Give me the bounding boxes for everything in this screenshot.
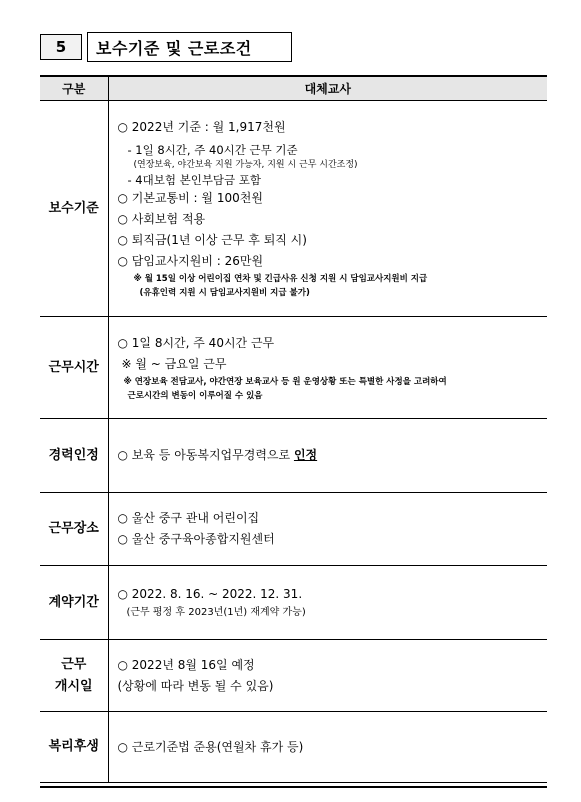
career-content: [108, 419, 547, 493]
career-row: [40, 419, 547, 493]
section-title: 보수기준 및 근로조건: [87, 32, 292, 62]
place-label: 근무장소: [40, 493, 108, 566]
career-line: [118, 445, 548, 466]
period-content: [108, 566, 547, 640]
salary-line-4: - 4대보험 본인부담금 포함: [127, 173, 262, 187]
hours-label: 근무시간: [40, 317, 108, 419]
salary-note-2: (유휴인력 지원 시 담임교사지원비 지급 불가): [139, 288, 310, 298]
salary-label: 보수기준: [40, 101, 108, 317]
career-emphasis: 인정: [293, 448, 318, 462]
start-label-line-2: 개시일: [54, 678, 93, 694]
hours-line-2: ※ 월 ~ 금요일 근무: [121, 356, 227, 371]
conditions-table: [40, 75, 547, 783]
salary-line-3: (연장보육, 야간보육 지원 가능자, 지원 시 근무 시간조정): [133, 160, 358, 170]
period-row: [40, 566, 547, 640]
career-label: 경력인정: [40, 419, 108, 493]
place-line-1: ○ 울산 중구 관내 어린이집: [117, 511, 260, 525]
welfare-content: [108, 712, 547, 783]
header-category: 구분: [40, 76, 108, 101]
start-line-2: (상황에 따라 변동 될 수 있음): [117, 678, 274, 693]
salary-line-6: ○ 사회보험 적용: [117, 212, 206, 226]
section-number: 5: [40, 34, 82, 60]
salary-note-1: ※ 월 15일 이상 어린이집 연차 및 긴급사유 신청 지원 시 담임교사지원비 지급: [133, 274, 428, 284]
place-row: [40, 493, 547, 566]
table-header-row: [40, 76, 547, 101]
career-text: ○ 보육 등 아동복지업무경력으로: [117, 448, 294, 462]
place-line-2: ○ 울산 중구육아종합지원센터: [117, 532, 275, 546]
start-line-1: ○ 2022년 8월 16일 예정: [117, 657, 255, 672]
header-value: 대체교사: [108, 76, 547, 101]
hours-content: [108, 317, 547, 419]
welfare-row: [40, 712, 547, 783]
welfare-line-1: ○ 근로기준법 준용(연월차 휴가 등): [117, 739, 304, 754]
hours-note-1: ※ 연장보육 전담교사, 야간연장 보육교사 등 원 운영상황 또는 특별한 사정을 고려하여: [123, 376, 447, 387]
start-label-line-1: 근무: [61, 656, 87, 672]
period-line-2: (근무 평정 후 2023년(1년) 재계약 가능): [126, 607, 306, 618]
table-bottom-rule: [40, 786, 547, 788]
place-content: [108, 493, 547, 566]
salary-line-7: ○ 퇴직금(1년 이상 근무 후 퇴직 시): [117, 233, 307, 247]
salary-line-8: ○ 담임교사지원비 : 26만원: [117, 254, 264, 268]
salary-line-5: ○ 기본교통비 : 월 100천원: [117, 191, 263, 205]
hours-note-2: 근로시간의 변동이 이루어질 수 있음: [127, 390, 263, 401]
hours-line-1: ○ 1일 8시간, 주 40시간 근무: [117, 335, 275, 350]
period-label: 계약기간: [40, 566, 108, 640]
salary-content: [108, 101, 547, 317]
salary-line-1: ○ 2022년 기준 : 월 1,917천원: [117, 120, 286, 134]
salary-row: [40, 101, 547, 317]
start-label: [40, 640, 108, 712]
period-line-1: ○ 2022. 8. 16. ~ 2022. 12. 31.: [117, 587, 303, 601]
salary-line-2: - 1일 8시간, 주 40시간 근무 기준: [127, 143, 298, 157]
welfare-label: 복리후생: [40, 712, 108, 783]
start-row: [40, 640, 547, 712]
start-content: [108, 640, 547, 712]
hours-row: [40, 317, 547, 419]
